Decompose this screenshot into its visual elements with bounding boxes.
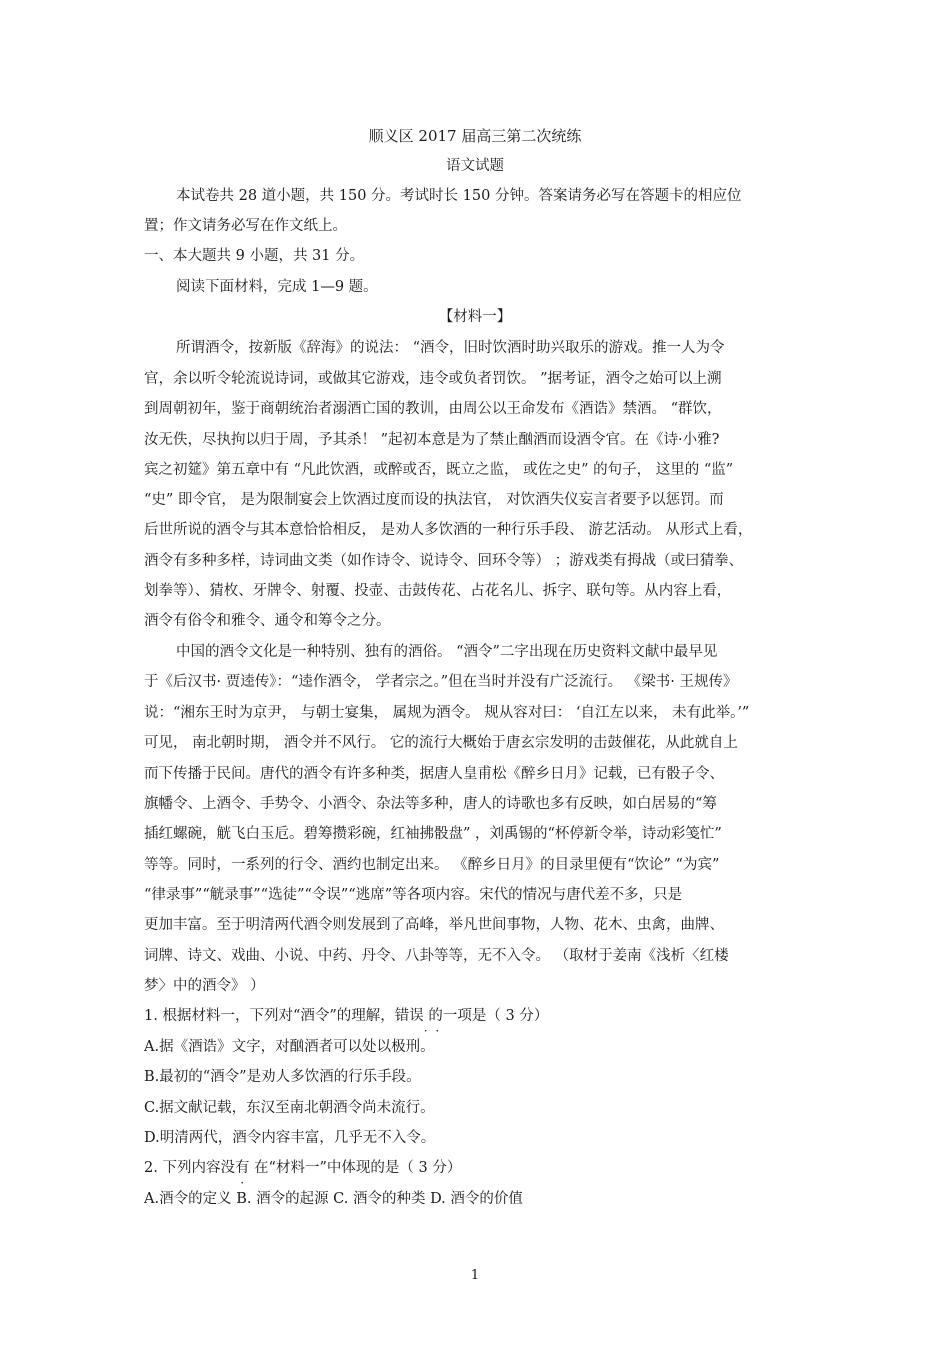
text-line: 官，余以听令轮流说诗词，或做其它游戏，违令或负者罚饮。 ”据考证，酒令之始可以上溯 bbox=[144, 371, 722, 387]
text-line: “史” 即令官， 是为限制宴会上饮酒过度而设的执法官， 对饮酒失仪妄言者要予以惩罚。而 bbox=[144, 492, 724, 508]
option-c: C.据文献记载，东汉至南北朝酒令尚未流行。 bbox=[144, 1100, 435, 1116]
text-line: 所谓酒令，按新版《辞海》的说法： “酒令，旧时饮酒时助兴取乐的游戏。推一人为令 bbox=[176, 340, 725, 356]
text-line: 更加丰富。至于明清两代酒令则发展到了高峰，举凡世间事物，人物、花木、虫禽，曲牌、 bbox=[144, 917, 724, 933]
stem-text: 在“材料一”中体现的是（ 3 分） bbox=[249, 1160, 462, 1176]
stem-text: 2. 下列内容没 bbox=[144, 1160, 235, 1176]
options-row: A.酒令的定义 B. 酒令的起源 C. 酒令的种类 D. 酒令的价值 bbox=[144, 1191, 523, 1207]
text-line: “律录事”“觥录事”“选徒”“令误”“逃席”等各项内容。宋代的情况与唐代差不多，只是 bbox=[144, 887, 683, 903]
section-instruction: 阅读下面材料，完成 1—9 题。 bbox=[176, 279, 378, 295]
section-heading: 一、本大题共 9 小题，共 31 分。 bbox=[144, 248, 365, 264]
text-line: 中国的酒令文化是一种特别、独有的酒俗。 “酒令”二字出现在历史资料文献中最早见 bbox=[176, 644, 718, 660]
page-number: 1 bbox=[470, 1268, 480, 1283]
text-line: 酒令有多种多样，诗词曲文类（如作诗令、说诗令、回环令等） ；游戏类有拇战（或曰猜拳、 bbox=[144, 553, 744, 569]
option-b: B.最初的“酒令”是劝人多饮酒的行乐手段。 bbox=[144, 1069, 421, 1085]
stem-text: 1. 根据材料一，下列对“酒令”的理解，错误 bbox=[144, 1008, 424, 1024]
text-line: 而下传播于民间。唐代的酒令有许多种类，据唐人皇甫松《醉乡日月》记载，已有骰子令、 bbox=[144, 766, 724, 782]
material-title: 【材料一】 bbox=[438, 309, 512, 325]
text-line: 说：“湘东王时为京尹， 与朝士宴集， 属规为酒令。 规从容对曰： ‘自江左以来， 未有此举。’” bbox=[144, 705, 750, 721]
text-line: 酒令有俗令和雅令、通令和筹令之分。 bbox=[144, 613, 391, 629]
text-line: 于《后汉书· 贾逵传》：“逵作酒令， 学者宗之。”但在当时并没有广泛流行。 《梁书· 王规传》 bbox=[144, 674, 738, 690]
emphasis-dot: 有 bbox=[234, 1160, 250, 1176]
exam-subtitle: 语文试题 bbox=[446, 158, 504, 174]
option-a: A.据《酒诰》文字，对酗酒者可以处以极刑。 bbox=[144, 1039, 435, 1055]
text-line: 等等。同时，一系列的行令、酒约也制定出来。 《醉乡日月》的目录里便有“饮论” “为宾” bbox=[144, 857, 720, 873]
text-line: 可见， 南北朝时期， 酒令并不风行。 它的流行大概始于唐玄宗发明的击鼓催花，从此就自上 bbox=[144, 735, 738, 751]
text-line: 插红螺碗，觥飞白玉卮。碧筹攒彩碗，红袖拂骰盘” ，刘禹锡的“杯停新令举，诗动彩笺忙” bbox=[144, 826, 722, 842]
intro-line: 本试卷共 28 道小题，共 150 分。考试时长 150 分钟。答案请务必写在答题卡的相应位 bbox=[176, 188, 742, 204]
question-stem bbox=[144, 1006, 824, 1026]
text-line: 宾之初筵》第五章中有 “凡此饮酒，或醉或否，既立之监， 或佐之史” 的句子， 这里的 “监” bbox=[144, 462, 734, 478]
stem-text: 的一项是（ 3 分） bbox=[428, 1008, 549, 1024]
text-line: 后世所说的酒令与其本意恰恰相反， 是劝人多饮酒的一种行乐手段、 游艺活动。 从形式上看， bbox=[144, 522, 753, 538]
text-line: 划拳等）、猜枚、牙牌令、射覆、投壶、击鼓传花、占花名儿、拆字、联句等。从内容上看， bbox=[144, 583, 732, 599]
emphasis-dots bbox=[424, 1008, 429, 1024]
exam-title: 顺义区 2017 届高三第二次统练 bbox=[368, 127, 582, 145]
text-line: 汝无佚，尽执拘以归于周，予其杀！ ”起初本意是为了禁止酗酒而设酒令官。在《诗·小雅? bbox=[144, 432, 720, 448]
text-line: 梦〉中的酒令》 ） bbox=[144, 978, 265, 994]
text-line: 词牌、诗文、戏曲、小说、中药、丹令、八卦等等，无不入令。 （取材于姜南《浅析〈红楼 bbox=[144, 948, 729, 964]
question-stem bbox=[144, 1158, 824, 1178]
text-line: 到周朝初年，鉴于商朝统治者溺酒亡国的教训，由周公以王命发布《酒诰》禁酒。 “群饮， bbox=[144, 401, 722, 417]
intro-line: 置；作文请务必写在作文纸上。 bbox=[144, 218, 347, 234]
text-line: 旗幡令、上酒令、手势令、小酒令、杂法等多种，唐人的诗歌也多有反映，如白居易的“筹 bbox=[144, 796, 717, 812]
option-d: D.明清两代，酒令内容丰富，几乎无不入令。 bbox=[144, 1130, 436, 1146]
